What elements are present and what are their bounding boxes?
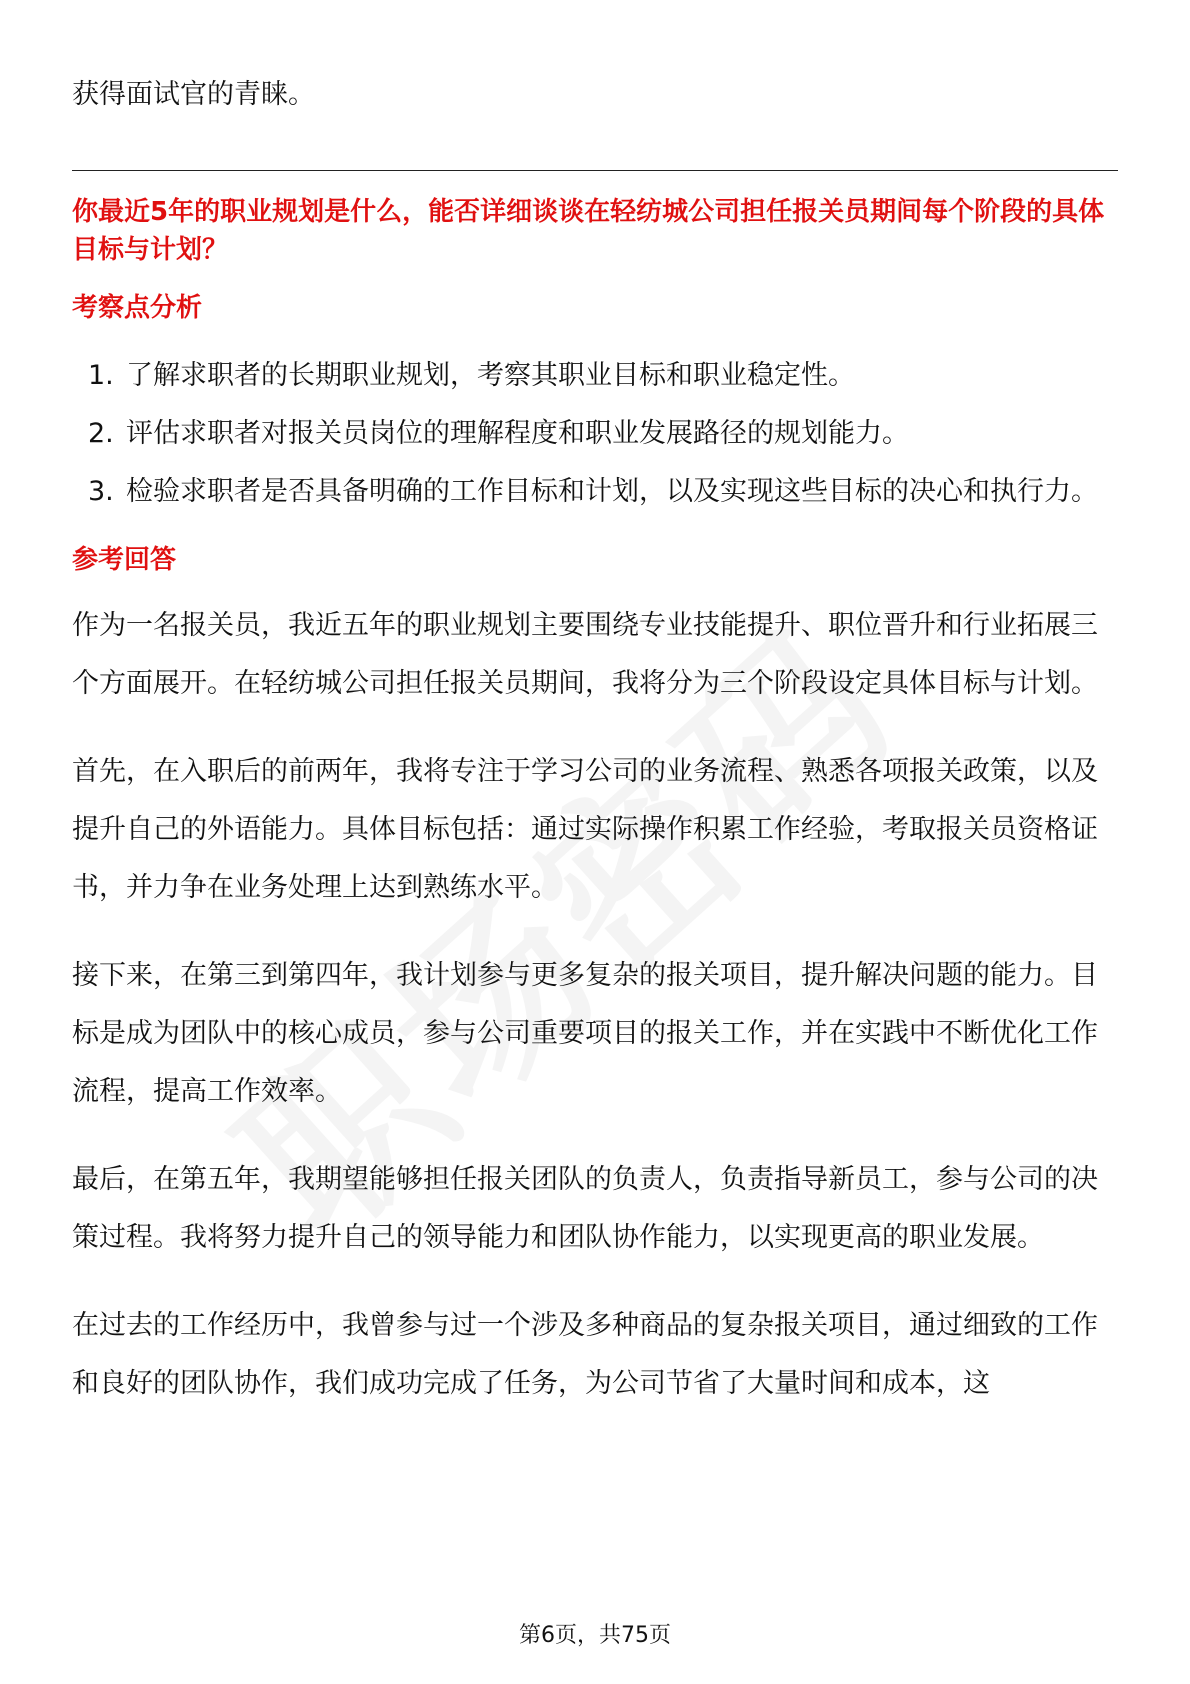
analysis-heading: 考察点分析 — [72, 293, 203, 323]
section-divider — [72, 170, 1118, 171]
answer-heading: 参考回答 — [72, 545, 177, 575]
intro-tail-text: 获得面试官的青睐。 — [72, 79, 315, 110]
analysis-item-text: 检验求职者是否具备明确的工作目标和计划，以及实现这些目标的决心和执行力。 — [126, 476, 1098, 507]
analysis-item-text: 评估求职者对报关员岗位的理解程度和职业发展路径的规划能力。 — [126, 418, 909, 449]
answer-paragraph: 最后，在第五年，我期望能够担任报关团队的负责人，负责指导新员工，参与公司的决策过程。我将努力提升自己的领导能力和团队协作能力，以实现更高的职业发展。 — [72, 1164, 1098, 1253]
paragraph-gap — [72, 1121, 1118, 1151]
answer-paragraph: 接下来，在第三到第四年，我计划参与更多复杂的报关项目，提升解决问题的能力。目标是成为团队中的核心成员，参与公司重要项目的报关工作，并在实践中不断优化工作流程，提高工作效率。 — [72, 960, 1098, 1107]
answer-paragraph: 作为一名报关员，我近五年的职业规划主要围绕专业技能提升、职位晋升和行业拓展三个方面展开。在轻纺城公司担任报关员期间，我将分为三个阶段设定具体目标与计划。 — [72, 610, 1098, 699]
analysis-item-text: 了解求职者的长期职业规划，考察其职业目标和职业稳定性。 — [126, 360, 855, 391]
analysis-list — [72, 347, 1118, 521]
list-number: 2. — [88, 418, 114, 449]
list-number: 3. — [88, 476, 114, 507]
paragraph-gap — [72, 713, 1118, 743]
list-number: 1. — [88, 360, 114, 391]
page-number-footer: 第6页，共75页 — [519, 1623, 671, 1648]
analysis-item — [72, 405, 1118, 463]
analysis-item — [72, 463, 1118, 521]
paragraph-gap — [72, 1267, 1118, 1297]
paragraph-gap — [72, 917, 1118, 947]
answer-paragraph: 在过去的工作经历中，我曾参与过一个涉及多种商品的复杂报关项目，通过细致的工作和良好的团队协作，我们成功完成了任务，为公司节省了大量时间和成本，这 — [72, 1310, 1098, 1399]
analysis-item — [72, 347, 1118, 405]
page-content — [72, 66, 1118, 1413]
interview-question: 你最近5年的职业规划是什么，能否详细谈谈在轻纺城公司担任报关员期间每个阶段的具体目标与计划？ — [72, 197, 1105, 265]
answer-paragraph: 首先，在入职后的前两年，我将专注于学习公司的业务流程、熟悉各项报关政策，以及提升自己的外语能力。具体目标包括：通过实际操作积累工作经验，考取报关员资格证书，并力争在业务处理上达到熟练水平。 — [72, 756, 1098, 903]
